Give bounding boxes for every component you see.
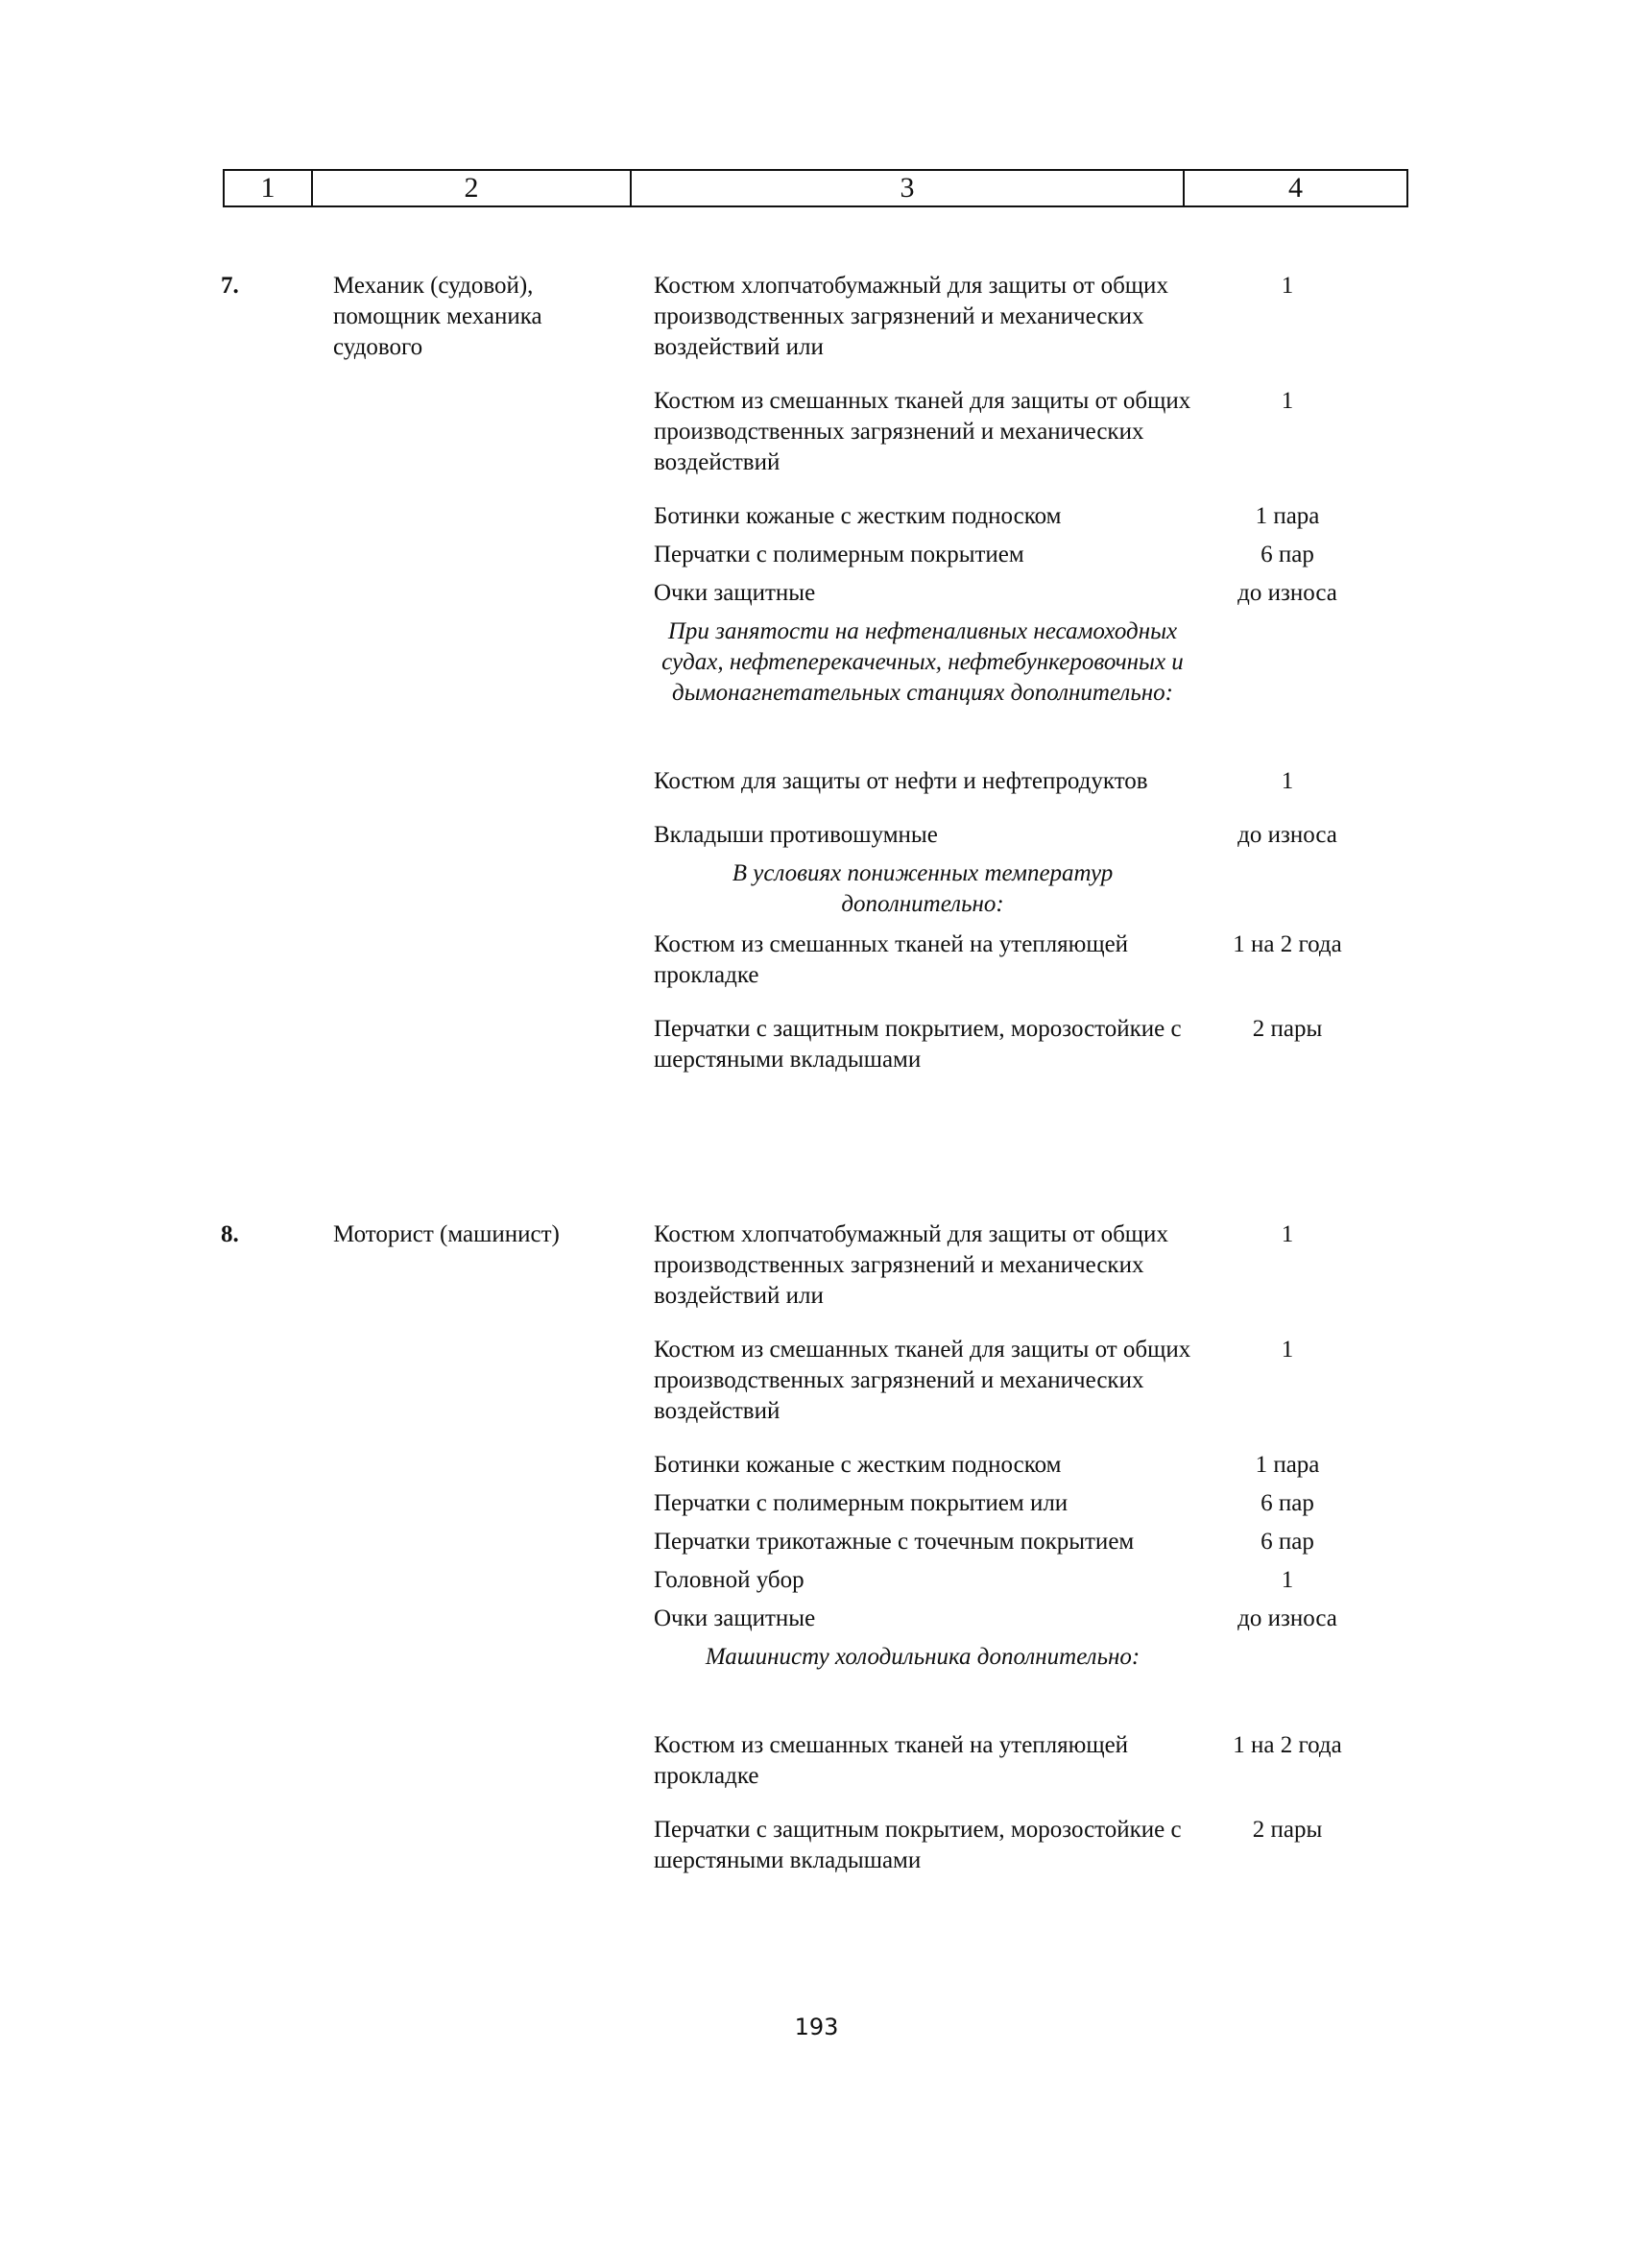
equipment-item: Перчатки трикотажные с точечным покрытием [654, 1529, 1135, 1555]
conditional-note: Машинисту холодильника дополнительно: [705, 1644, 1141, 1670]
equipment-item: Костюм из смешанных тканей на утепляющей прокладке [654, 1732, 1129, 1789]
equipment-quantity: 6 пар [1261, 1529, 1314, 1555]
equipment-row [654, 540, 1383, 570]
equipment-row [654, 1604, 1383, 1634]
equipment-row [654, 501, 1383, 532]
equipment-quantity: 1 [1281, 1221, 1294, 1247]
equipment-quantity: 1 пара [1255, 1452, 1320, 1478]
equipment-item: Головной убор [654, 1567, 804, 1593]
equipment-row [654, 1815, 1383, 1876]
equipment-item: Ботинки кожаные с жестким подноском [654, 503, 1062, 529]
equipment-list [654, 271, 1383, 1075]
equipment-quantity: до износа [1237, 580, 1337, 606]
equipment-item: Ботинки кожаные с жестким подноском [654, 1452, 1062, 1478]
equipment-item: Перчатки с полимерным покрытием [654, 542, 1024, 567]
equipment-row [654, 271, 1383, 363]
equipment-quantity: 1 [1281, 1337, 1294, 1363]
equipment-item: Перчатки с защитным покрытием, морозостойкие с шерстяными вкладышами [654, 1817, 1182, 1873]
equipment-item: Вкладыши противошумные [654, 822, 938, 848]
profession-name: Механик (судовой), помощник механика судового [333, 273, 542, 360]
equipment-row [654, 766, 1383, 797]
equipment-quantity: 2 пары [1252, 1817, 1323, 1843]
equipment-row [654, 1014, 1383, 1075]
equipment-item: Костюм хлопчатобумажный для защиты от общих производственных загрязнений и механических воздействий или [654, 273, 1168, 360]
equipment-row [654, 386, 1383, 478]
equipment-quantity: 6 пар [1261, 542, 1314, 567]
conditional-note: При занятости на нефтеналивных несамоходных судах, нефтеперекачечных, нефтебункеровочных и дымонагнетательных станциях дополнительно: [661, 618, 1184, 706]
equipment-quantity: 1 на 2 года [1233, 931, 1342, 957]
equipment-item: Костюм для защиты от нефти и нефтепродуктов [654, 768, 1148, 794]
equipment-row [654, 578, 1383, 609]
equipment-row [654, 929, 1383, 991]
profession-name: Моторист (машинист) [333, 1221, 560, 1247]
equipment-quantity: 1 [1281, 1567, 1294, 1593]
column-header-1: 1 [225, 171, 313, 205]
equipment-quantity: 1 пара [1255, 503, 1320, 529]
entry-number: 7. [221, 273, 239, 299]
page-number: 193 [794, 2014, 839, 2040]
equipment-quantity: 1 на 2 года [1233, 1732, 1342, 1758]
conditional-note: В условиях пониженных температур дополнительно: [732, 860, 1114, 917]
equipment-row [654, 1450, 1383, 1481]
equipment-item: Костюм из смешанных тканей на утепляющей прокладке [654, 931, 1129, 988]
equipment-row [654, 1219, 1383, 1312]
equipment-row [654, 1488, 1383, 1519]
equipment-item: Очки защитные [654, 580, 816, 606]
entry-number: 8. [221, 1221, 239, 1247]
equipment-row [654, 820, 1383, 851]
column-header-table [223, 169, 1408, 207]
column-header-3: 3 [632, 171, 1185, 205]
equipment-quantity: 2 пары [1252, 1016, 1323, 1042]
equipment-item: Перчатки с защитным покрытием, морозостойкие с шерстяными вкладышами [654, 1016, 1182, 1073]
equipment-item: Очки защитные [654, 1605, 816, 1631]
equipment-item: Костюм хлопчатобумажный для защиты от общих производственных загрязнений и механических воздействий или [654, 1221, 1168, 1309]
column-header-4: 4 [1288, 172, 1303, 204]
equipment-quantity: 1 [1281, 388, 1294, 414]
equipment-quantity: 1 [1281, 273, 1294, 299]
equipment-list [654, 1219, 1383, 1876]
equipment-row [654, 1527, 1383, 1557]
equipment-row [654, 1335, 1383, 1427]
equipment-quantity: до износа [1237, 1605, 1337, 1631]
column-header-2: 2 [313, 171, 632, 205]
equipment-row [654, 1565, 1383, 1596]
equipment-item: Костюм из смешанных тканей для защиты от общих производственных загрязнений и механических воздействий [654, 388, 1191, 475]
equipment-row [654, 1730, 1383, 1792]
equipment-item: Перчатки с полимерным покрытием или [654, 1490, 1069, 1516]
equipment-quantity: до износа [1237, 822, 1337, 848]
equipment-quantity: 1 [1281, 768, 1294, 794]
equipment-quantity: 6 пар [1261, 1490, 1314, 1516]
equipment-item: Костюм из смешанных тканей для защиты от общих производственных загрязнений и механических воздействий [654, 1337, 1191, 1424]
